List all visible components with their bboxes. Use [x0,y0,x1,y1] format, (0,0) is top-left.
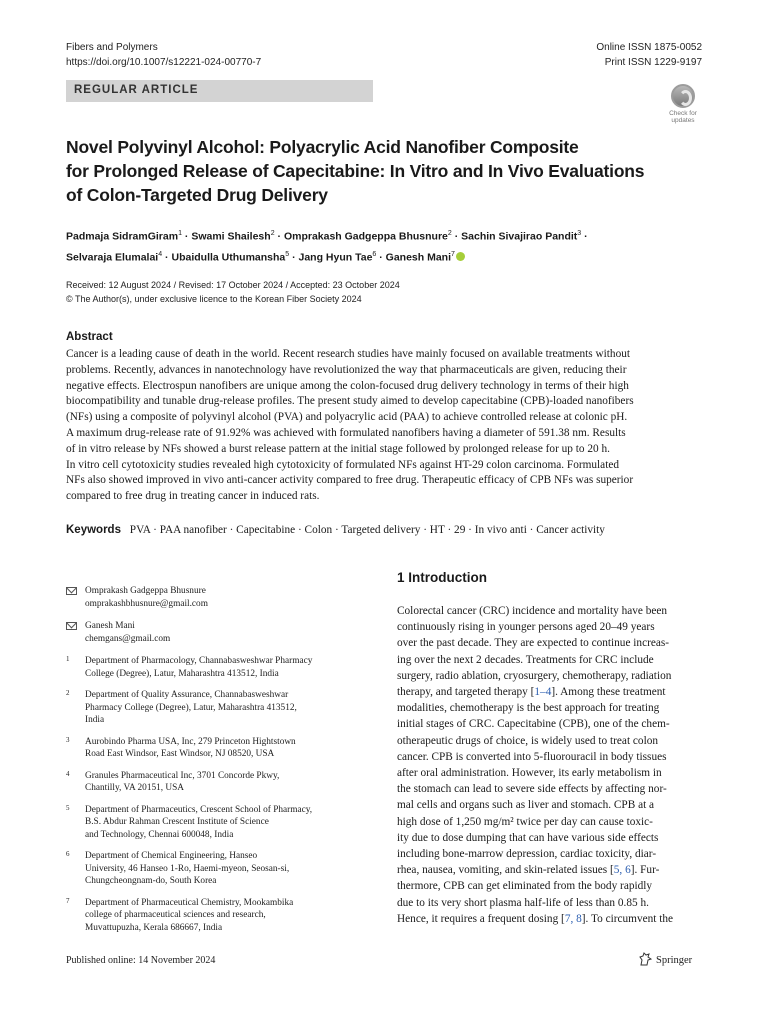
envelope-icon [66,622,77,630]
check-for-updates-badge[interactable] [663,84,703,126]
citation-link[interactable]: 1–4 [534,686,552,699]
orcid-icon[interactable] [456,252,465,261]
author-list: Padmaja SidramGiram$^1$ · Swami Shailesh$^2$ · Omprakash Gadgeppa Bhusnure$^2$ · Sachin Sivajirao Pandit$^3$ · Selvaraja Elumalai$^4$ · Ubaidulla Uthumansha$^5$ · Jang Hyun Tae$^6$ · Ganesh Mani$^7$ [66,230,588,263]
citation-link[interactable]: 5, 6 [613,864,631,877]
correspondence-block [66,585,366,943]
copyright-line: © The Author(s), under exclusive licence to the Korean Fiber Society 2024 [66,293,362,304]
introduction-text: Colorectal cancer (CRC) incidence and mortality have been continuously rising in younger persons aged 20–49 years over the past decade. They are expected to continue increas- ing over the next 2 decades. Treatments for CRC include surgery, radio ablation, cryosurgery, chemotherapy, radiation therapy, and targeted therapy [1–4]. Among these treatment modalities, chemotherapy is the best approach for treating initial stages of CRC. Capecitabine (CPB), one of the chem- otherapeutic drugs of choice, is widely used to treat colon cancer. CPB is converted into 5-fluorouracil in body tissues after oral administration. However, its early metabolism in the stomach can lead to severe side effects by affecting nor- mal cells and organs such as liver and stomach. CPB at a high dose of 1,250 mg/m² twice per day can cause toxic- ity due to dose dumping that can have various side effects including bone-marrow depression, cardiac toxicity, diar- rhea, nausea, vomiting, and skin-related issues [5, 6]. Fur- thermore, CPB can get eliminated from the body rapidly due to its very short plasma half-life of less than 0.85 h. Hence, it requires a frequent dosing [7, 8]. To circumvent the [397,603,703,927]
article-type-banner: REGULAR ARTICLE [66,80,373,102]
keywords-text: PVA · PAA nanofiber · Capecitabine · Colon · Targeted delivery · HT · 29 · In vivo anti · Cancer activity [129,524,605,536]
contact-email[interactable]: chemgans@gmail.com [85,633,171,644]
abstract-text: Cancer is a leading cause of death in the world. Recent research studies have mainly focused on available treatments without problems. Recently, advances in nanotechnology have revolutionized the way that pharmaceuticals are given, reducing their negative effects. Electrospun nanofibers are unique among the colon-focused drug delivery technology in terms of their high biocompatibility and tunable drug-release profiles. The present study aimed to develop capecitabine (CPB)-loaded nanofibers (NFs) using a composite of polyvinyl alcohol (PVA) and polyacrylic acid (PAA) to achieve controlled release at colonic pH. A maximum drug-release rate of 91.92% was achieved with formulated nanofibers having a diameter of 591.38 nm. Results of in vitro release by NFs showed a burst release pattern at the initial stage followed by prolonged release for up to 20 h. In vitro cell cytotoxicity studies revealed high cytotoxicity of formulated NFs against HT-29 colon carcinoma. Formulated NFs also showed improved in vivo anti-cancer activity compared to free drug. Therapeutic efficacy of CPB NFs was superior compared to free drug in treating cancer in induced rats. [66,348,634,503]
journal-name: Fibers and Polymers [66,42,158,53]
doi-link[interactable]: https://doi.org/10.1007/s12221-024-00770-7 [66,57,262,68]
contact-name: Ganesh Mani [85,621,135,631]
author: Jang Hyun Tae [298,251,373,263]
publisher-name: Springer [656,955,693,966]
online-issn: Online ISSN 1875-0052 [596,42,702,53]
affiliation: 4 Granules Pharmaceutical Inc, 3701 Concorde Pkwy, Chantilly, VA 20151, USA [66,769,280,793]
envelope-icon [66,587,77,595]
affiliation: 1 Department of Pharmacology, Channabasweshwar Pharmacy College (Degree), Latur, Maharashtra 413512, India [66,655,313,679]
abstract-heading: Abstract [66,331,113,343]
keywords-label: Keywords [66,524,121,536]
affiliation: 7 Department of Pharmaceutical Chemistry, Mookambika college of pharmaceutical sciences and research, Muvattupuzha, Kerala 686667, India [66,896,294,933]
published-date: Published online: 14 November 2024 [66,955,216,966]
line-with-citation: therapy, and targeted therapy [1–4]. Among these treatment [397,686,666,699]
section-heading-introduction: 1 Introduction [397,570,487,585]
print-issn: Print ISSN 1229-9197 [604,57,702,68]
author: Ganesh Mani [385,251,452,263]
paper-title: Novel Polyvinyl Alcohol: Polyacrylic Acid Nanofiber Composite for Prolonged Release of Capecitabine: In Vitro and In Vivo Evaluations of Colon-Targeted Drug Delivery [66,137,645,205]
author: Selvaraja Elumalai [66,251,159,263]
author: Ubaidulla Uthumansha [171,251,286,263]
dates-block [66,279,400,306]
affiliation: 3 Aurobindo Pharma USA, Inc, 279 Princeton Hightstown Road East Windsor, East Windsor, NJ 08520, USA [66,735,296,759]
author: Sachin Sivajirao Pandit [461,230,578,243]
keywords-line [66,524,605,536]
check-updates-icon [671,84,695,108]
received-dates: Received: 12 August 2024 / Revised: 17 October 2024 / Accepted: 23 October 2024 [66,280,400,290]
contact-name: Omprakash Gadgeppa Bhusnure [85,586,206,596]
contact-entry [66,620,366,645]
affiliation: 5 Department of Pharmaceutics, Crescent School of Pharmacy, B.S. Abdur Rahman Crescent Institute of Science and Technology, Chennai 600048, India [66,803,313,840]
issn-block [596,40,702,70]
line-with-citation: Hence, it requires a frequent dosing [7, 8]. To circumvent the [397,912,674,925]
line-with-citation: rhea, nausea, vomiting, and skin-related issues [5, 6]. Fur- [397,864,660,877]
springer-horse-icon [639,952,652,966]
author: Padmaja SidramGiram [66,230,179,243]
contact-email[interactable]: omprakashbhusnure@gmail.com [85,598,208,609]
affiliation: 2 Department of Quality Assurance, Channabasweshwar Pharmacy College (Degree), Latur, Maharashtra 413512, India [66,689,297,725]
author: Omprakash Gadgeppa Bhusnure [283,230,448,243]
check-updates-text: Check for updates [669,110,697,124]
affiliation: 6 Department of Chemical Engineering, Hanseo University, 46 Hanseo 1-Ro, Haemi-myeon, Seosan-si, Chungcheongnam-do, South Korea [66,850,290,886]
author: Swami Shailesh [191,230,271,243]
contact-entry [66,585,366,610]
journal-header [66,40,261,70]
publisher-logo[interactable] [639,952,692,966]
citation-link[interactable]: 7, 8 [564,912,582,925]
